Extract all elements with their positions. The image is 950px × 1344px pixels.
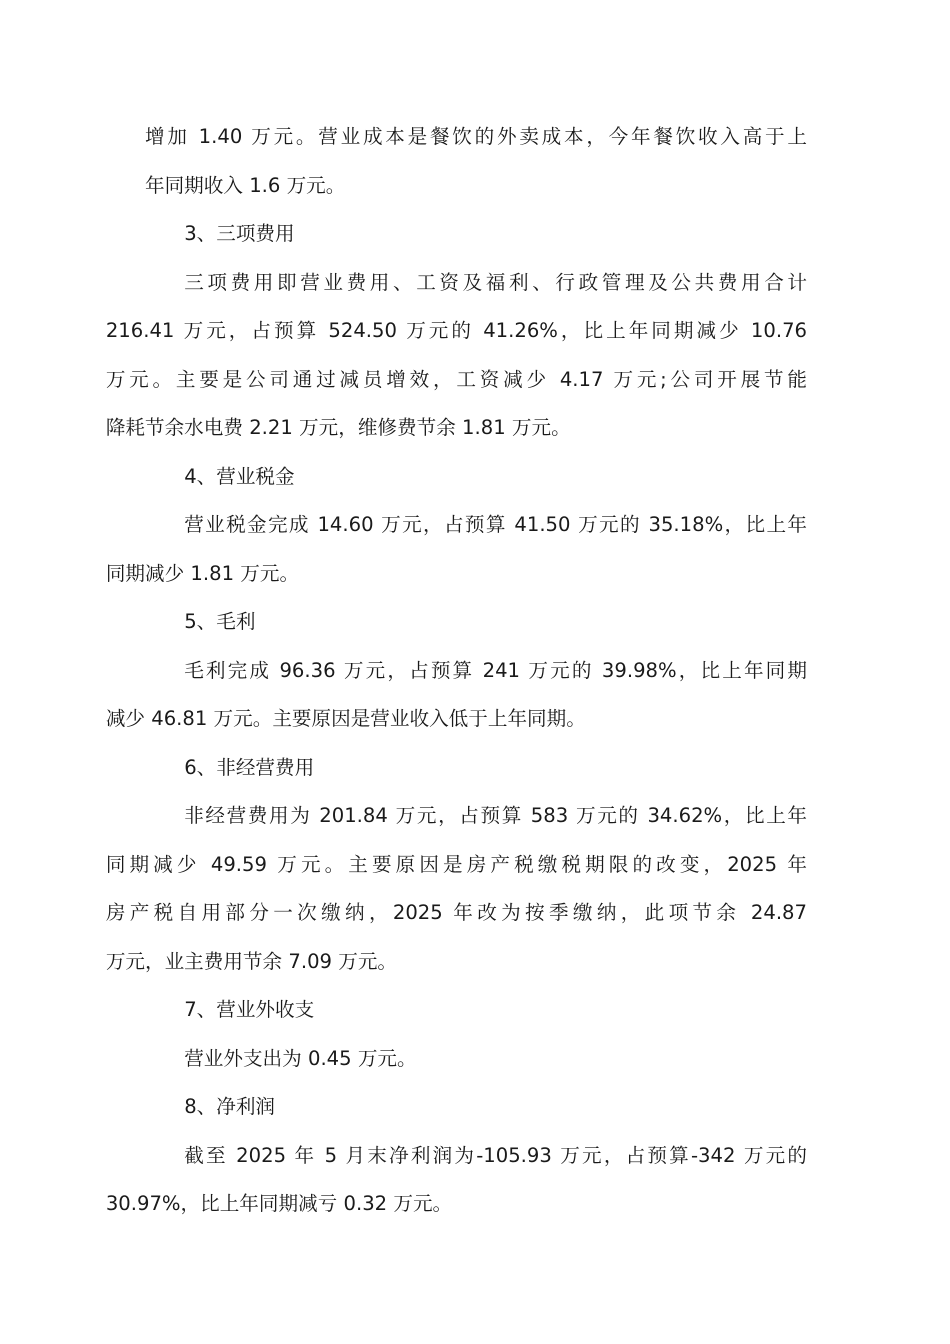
text-line: 三项费用即营业费用、工资及福利、行政管理及公共费用合计 (184, 270, 807, 294)
text-line: 毛利完成 96.36 万元，占预算 241 万元的 39.98%，比上年同期 (184, 658, 807, 682)
text-line: 年同期收入 1.6 万元。 (145, 173, 346, 197)
text-line: 房产税自用部分一次缴纳，2025 年改为按季缴纳，此项节余 24.87 (105, 901, 807, 924)
section-heading-three-expenses: 3、三项费用 (184, 222, 295, 245)
section-heading-non-operating-expenses: 6、非经营费用 (184, 755, 315, 779)
paragraph-business-tax (105, 501, 807, 598)
text-line: 营业税金完成 14.60 万元，占预算 41.50 万元的 35.18%，比上年 (184, 513, 807, 536)
text-line: 截至 2025 年 5 月末净利润为-105.93 万元，占预算-342 万元的 (184, 1143, 807, 1167)
text-line: 增加 1.40 万元。营业成本是餐饮的外卖成本，今年餐饮收入高于上 (145, 125, 807, 148)
text-line: 万元。主要是公司通过减员增效，工资减少 4.17 万元;公司开展节能 (105, 367, 807, 391)
paragraph-non-operating-expenses (105, 792, 807, 986)
paragraph-non-business-expense (145, 1035, 807, 1084)
text-line: 同期减少 49.59 万元。主要原因是房产税缴税期限的改变，2025 年 (105, 852, 807, 876)
document-page (105, 113, 807, 1229)
section-heading-net-profit: 8、净利润 (184, 1095, 276, 1118)
text-line: 216.41 万元，占预算 524.50 万元的 41.26%，比上年同期减少 10.76 (105, 319, 807, 342)
text-line: 营业外支出为 0.45 万元。 (184, 1046, 417, 1070)
text-line: 减少 46.81 万元。主要原因是营业收入低于上年同期。 (105, 707, 586, 730)
paragraph-gross-profit (105, 647, 807, 744)
section-heading-gross-profit: 5、毛利 (184, 610, 256, 633)
text-line: 同期减少 1.81 万元。 (105, 561, 300, 585)
section-heading-non-business-income-expense: 7、营业外收支 (184, 998, 315, 1021)
text-line: 降耗节余水电费 2.21 万元，维修费节余 1.81 万元。 (105, 416, 571, 439)
paragraph-net-profit (105, 1132, 807, 1229)
text-line: 30.97%，比上年同期减亏 0.32 万元。 (105, 1192, 453, 1215)
section-heading-business-tax: 4、营业税金 (184, 464, 295, 488)
paragraph-three-expenses (105, 259, 807, 453)
text-line: 非经营费用为 201.84 万元，占预算 583 万元的 34.62%，比上年 (184, 804, 807, 827)
text-line: 万元，业主费用节余 7.09 万元。 (105, 949, 398, 973)
paragraph-revenue-cost (145, 113, 807, 210)
